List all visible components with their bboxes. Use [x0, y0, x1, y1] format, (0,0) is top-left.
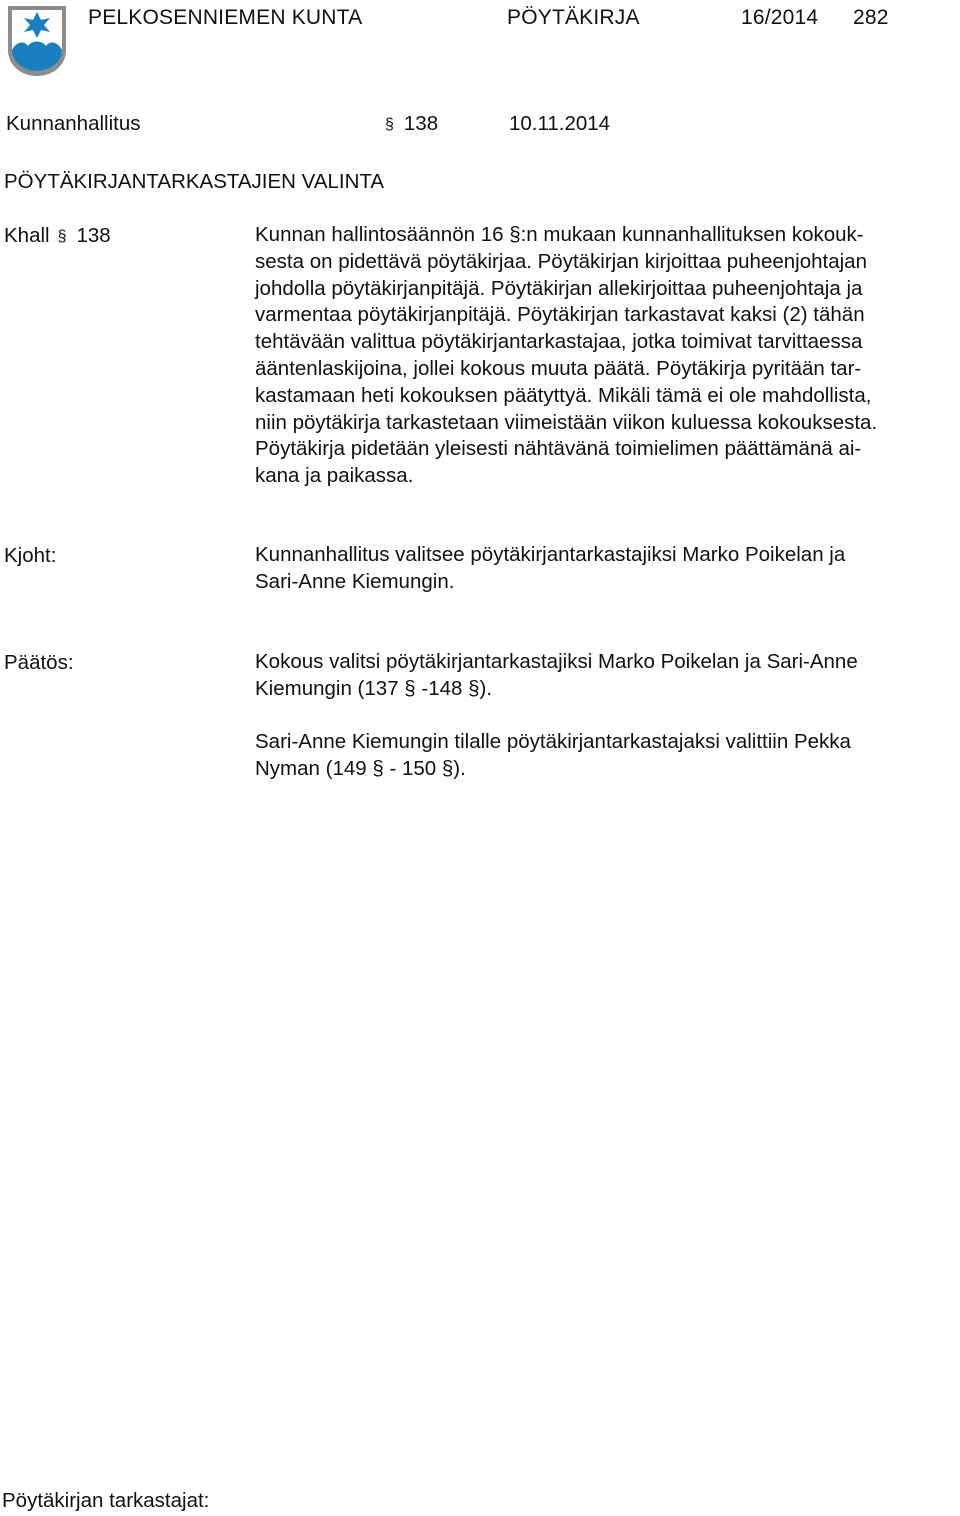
- text-line: Sari-Anne Kiemungin tilalle pöytäkirjantarkastajaksi valittiin Pekka: [255, 730, 851, 753]
- section-symbol: §: [57, 228, 67, 245]
- text-line: ääntenlaskijoina, jollei kokous muuta päätä. Pöytäkirja pyritään tar-: [255, 356, 862, 380]
- section-symbol: §: [385, 116, 394, 133]
- proposal-text: [255, 542, 955, 596]
- meeting-section-number: 138: [403, 112, 439, 135]
- preparation-text: [255, 222, 955, 490]
- meeting-date: 10.11.2014: [509, 112, 611, 135]
- header-municipality: PELKOSENNIEMEN KUNTA: [88, 6, 363, 29]
- header-document-number: 16/2014: [741, 6, 819, 29]
- text-line: johdolla pöytäkirjanpitäjä. Pöytäkirjan allekirjoittaa puheenjohtaja ja: [255, 276, 863, 300]
- header-page-number: 282: [853, 6, 889, 29]
- text-line: Pöytäkirja pidetään yleisesti nähtävänä toimielimen päättämänä ai-: [255, 437, 862, 461]
- text-line: Kunnanhallitus valitsee pöytäkirjantarkastajiksi Marko Poikelan ja: [255, 543, 846, 566]
- preparation-label: [4, 224, 111, 248]
- text-line: kastamaan heti kokouksen päätyttyä. Mikäli tämä ei ole mahdollista,: [255, 383, 872, 407]
- meeting-body: Kunnanhallitus: [6, 112, 141, 135]
- decision-label: Päätös:: [4, 651, 74, 674]
- municipality-coat-of-arms-icon: [6, 4, 68, 78]
- footer-reviewers-label: Pöytäkirjan tarkastajat:: [2, 1489, 210, 1512]
- header-document-type: PÖYTÄKIRJA: [507, 6, 640, 29]
- meeting-section: [385, 112, 438, 136]
- text-line: varmentaa pöytäkirjanpitäjä. Pöytäkirjan tarkastavat kaksi (2) tähän: [255, 303, 865, 327]
- text-line: Kunnan hallintosäännön 16 §:n mukaan kunnanhallituksen kokouk-: [255, 223, 864, 246]
- text-line: niin pöytäkirja tarkastetaan viimeistään viikon kuluessa kokouksesta.: [255, 410, 878, 434]
- preparation-label-section: 138: [76, 224, 111, 247]
- text-line: Sari-Anne Kiemungin.: [255, 569, 455, 593]
- text-line: Kiemungin (137 § -148 §).: [255, 676, 493, 700]
- text-line: kana ja paikassa.: [255, 464, 414, 488]
- proposal-label: Kjoht:: [4, 544, 57, 567]
- text-line: Kokous valitsi pöytäkirjantarkastajiksi Marko Poikelan ja Sari-Anne: [255, 650, 858, 673]
- decision-paragraph-1: [255, 649, 955, 703]
- text-line: sesta on pidettävä pöytäkirjaa. Pöytäkirjan kirjoittaa puheenjohtajan: [255, 249, 867, 273]
- text-line: Nyman (149 § - 150 §).: [255, 756, 466, 780]
- text-line: tehtävään valittua pöytäkirjantarkastajaa, jotka toimivat tarvittaessa: [255, 330, 863, 354]
- preparation-label-prefix: Khall: [4, 224, 50, 247]
- decision-paragraph-2: [255, 729, 955, 783]
- page-title: PÖYTÄKIRJANTARKASTAJIEN VALINTA: [4, 170, 385, 193]
